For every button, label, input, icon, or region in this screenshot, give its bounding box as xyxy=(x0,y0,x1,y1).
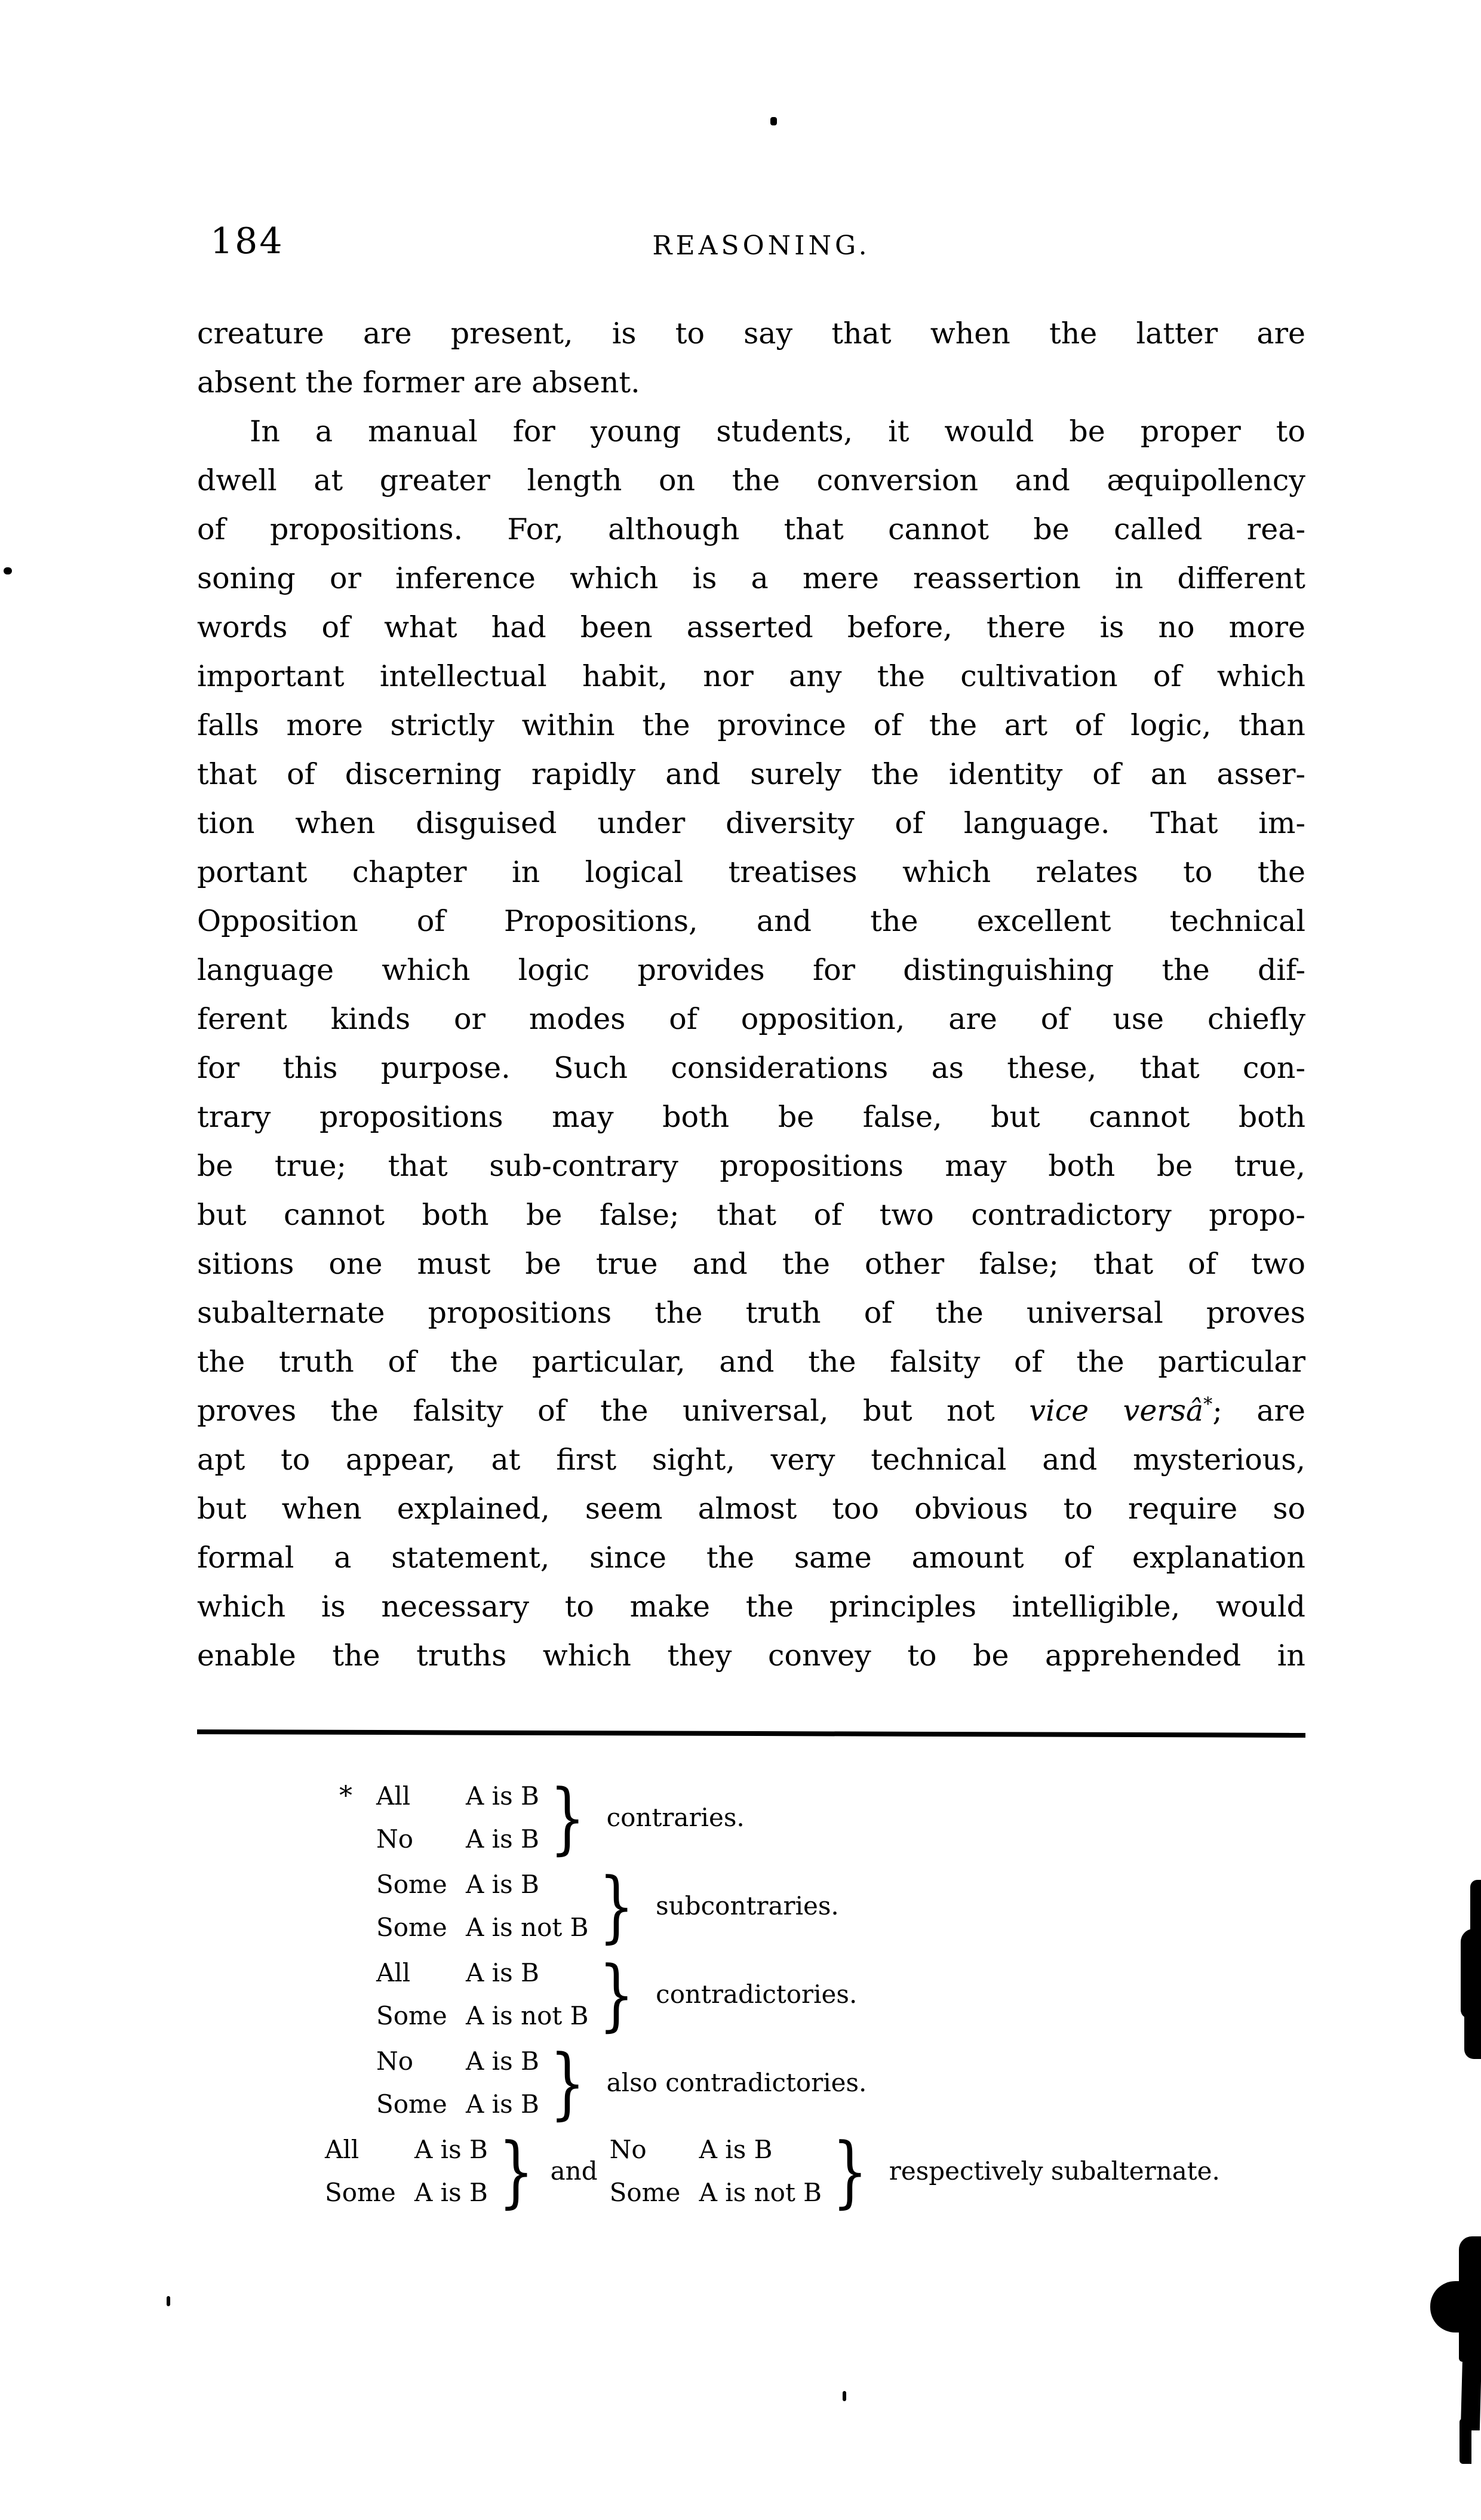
text-line: which is necessary to make the principles intelligible, would xyxy=(197,1590,1305,1624)
text-line: sitions one must be true and the other false; that of two xyxy=(197,1247,1305,1281)
quantifier: Some xyxy=(609,2178,681,2207)
footnote-marker: * xyxy=(1203,1394,1213,1415)
scan-speck xyxy=(843,2391,846,2401)
proposition-line xyxy=(376,1818,539,1861)
quantifier: Some xyxy=(376,1913,447,1942)
conjunction: and xyxy=(550,2156,598,2186)
quantifier: No xyxy=(376,1824,414,1854)
ink-blot xyxy=(1460,2418,1471,2464)
text-line: tion when disguised under diversity of language. That im- xyxy=(197,806,1305,840)
proposition-line xyxy=(376,2040,539,2083)
brace: } xyxy=(549,2037,586,2128)
quantifier: Some xyxy=(325,2178,396,2207)
text-line: portant chapter in logical treatises which relates to the xyxy=(197,855,1305,889)
footnote-group xyxy=(334,2037,1220,2128)
predicate: A is B xyxy=(466,1958,539,1987)
predicate: A is B xyxy=(466,1781,539,1811)
proposition-line xyxy=(376,1952,588,1995)
proposition-line xyxy=(610,2128,822,2171)
proposition-column xyxy=(376,2040,539,2126)
predicate: A is B xyxy=(414,2135,488,2164)
proposition-column xyxy=(610,2128,822,2214)
scan-speck xyxy=(4,567,12,574)
text-line: but when explained, seem almost too obvious to require so xyxy=(197,1492,1305,1526)
text-line: creature are present, is to say that when the latter are xyxy=(197,316,1305,351)
text-line: important intellectual habit, nor any the cultivation of which xyxy=(197,659,1305,693)
text-line: the truth of the particular, and the falsity of the particular xyxy=(197,1345,1305,1379)
page-number: 184 xyxy=(210,220,284,262)
proposition-column xyxy=(325,2128,488,2214)
text-line: enable the truths which they convey to be apprehended in xyxy=(197,1639,1305,1673)
proposition-column xyxy=(376,1863,588,1949)
footnote-asterisk: * xyxy=(339,1781,352,1811)
predicate: A is not B xyxy=(466,2001,589,2030)
footnote-label: contradictories. xyxy=(656,1980,858,2009)
text-line: but cannot both be false; that of two contradictory propo- xyxy=(197,1198,1305,1232)
footnote-group xyxy=(334,1949,1220,2040)
text-line: falls more strictly within the province of the art of logic, than xyxy=(197,708,1305,742)
proposition-line xyxy=(325,2128,488,2171)
quantifier: All xyxy=(376,1958,411,1987)
text-line: for this purpose. Such considerations as these, that con- xyxy=(197,1051,1305,1085)
text-line: formal a statement, since the same amount of explanation xyxy=(197,1541,1305,1575)
footnote xyxy=(325,1772,1220,2217)
italic-phrase: vice versâ xyxy=(1029,1394,1204,1428)
proposition-column xyxy=(376,1952,588,2037)
text-line: be true; that sub-contrary propositions may both be true, xyxy=(197,1149,1305,1183)
proposition-line xyxy=(376,1775,539,1818)
predicate: A is B xyxy=(699,2135,773,2164)
footnote-group xyxy=(334,1772,1220,1863)
text-line xyxy=(197,1387,1305,1436)
footnote-label: subcontraries. xyxy=(656,1891,839,1920)
footnote-label: also contradictories. xyxy=(606,2068,867,2097)
brace: } xyxy=(498,2126,534,2217)
proposition-column xyxy=(376,1775,539,1861)
scan-speck xyxy=(770,117,777,125)
proposition-line xyxy=(376,1906,588,1949)
brace: } xyxy=(599,1949,635,2040)
footnote-label: respectively subalternate. xyxy=(889,2156,1220,2186)
footnote-separator xyxy=(197,1729,1305,1738)
predicate: A is B xyxy=(466,1870,539,1899)
quantifier: Some xyxy=(376,2001,447,2030)
footnote-label: contraries. xyxy=(606,1803,745,1832)
quantifier: All xyxy=(376,1781,411,1811)
text-line: absent the former are absent. xyxy=(197,365,640,399)
quantifier: Some xyxy=(376,1870,447,1899)
quantifier: All xyxy=(325,2135,360,2164)
quantifier: No xyxy=(609,2135,647,2164)
text-segment: proves the falsity of the universal, but not xyxy=(197,1394,1030,1428)
predicate: A is B xyxy=(466,2089,539,2119)
predicate: A is B xyxy=(414,2178,488,2207)
predicate: A is not B xyxy=(699,2178,822,2207)
brace: } xyxy=(832,2126,868,2217)
text-line: soning or inference which is a mere reassertion in different xyxy=(197,561,1305,595)
ink-blot xyxy=(1461,2332,1481,2430)
brace: } xyxy=(599,1861,635,1952)
running-title: REASONING. xyxy=(652,231,871,261)
proposition-line xyxy=(376,1863,588,1906)
scan-speck xyxy=(167,2296,170,2306)
text-line: trary propositions may both be false, but cannot both xyxy=(197,1100,1305,1134)
text-line: ferent kinds or modes of opposition, are of use chiefly xyxy=(197,1002,1305,1036)
predicate: A is not B xyxy=(466,1913,589,1942)
predicate: A is B xyxy=(466,1824,539,1854)
footnote-group xyxy=(334,1861,1220,1952)
body-text xyxy=(197,309,1305,1680)
proposition-line xyxy=(325,2171,488,2214)
text-line: subalternate propositions the truth of the universal proves xyxy=(197,1296,1305,1330)
text-segment: ; are xyxy=(1212,1394,1305,1428)
text-line: Opposition of Propositions, and the excellent technical xyxy=(197,904,1305,938)
brace: } xyxy=(549,1772,586,1863)
proposition-line xyxy=(610,2171,822,2214)
quantifier: Some xyxy=(376,2089,447,2119)
proposition-line xyxy=(376,2083,539,2126)
text-line: language which logic provides for distinguishing the dif- xyxy=(197,953,1305,987)
proposition-line xyxy=(376,1995,588,2037)
ink-blot xyxy=(1464,2000,1481,2059)
ink-blot xyxy=(1430,2281,1481,2332)
text-line: dwell at greater length on the conversion and æquipollency xyxy=(197,463,1305,497)
footnote-group xyxy=(325,2126,1220,2217)
text-line: In a manual for young students, it would be proper to xyxy=(250,414,1305,448)
text-line: words of what had been asserted before, there is no more xyxy=(197,610,1305,644)
text-line: apt to appear, at first sight, very technical and mysterious, xyxy=(197,1443,1305,1477)
text-line: that of discerning rapidly and surely the identity of an asser- xyxy=(197,757,1305,791)
quantifier: No xyxy=(376,2046,414,2076)
predicate: A is B xyxy=(466,2046,539,2076)
text-line: of propositions. For, although that cannot be called rea- xyxy=(197,512,1305,546)
